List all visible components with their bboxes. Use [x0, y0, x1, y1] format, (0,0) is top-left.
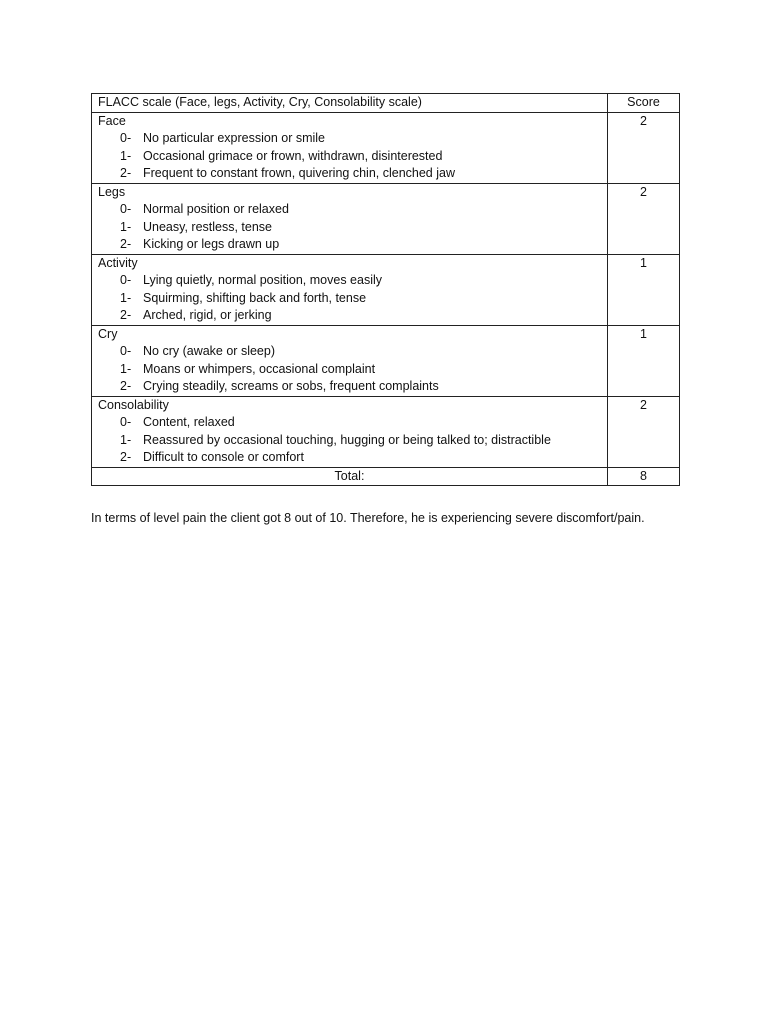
item-text: No particular expression or smile: [143, 131, 326, 145]
table-title-header: FLACC scale (Face, legs, Activity, Cry, Consolability scale): [92, 94, 608, 113]
item-number: 1-: [120, 432, 132, 447]
item-number: 0-: [120, 131, 132, 145]
item-number: 1-: [120, 148, 132, 163]
item-text: Occasional grimace or frown, withdrawn, disinterested: [143, 148, 443, 163]
conclusion-paragraph: In terms of level pain the client got 8 out of 10. Therefore, he is experiencing severe discomfort/pain.: [91, 511, 645, 525]
list-item: [98, 272, 601, 290]
item-number: 2-: [120, 166, 132, 180]
category-items: [98, 414, 601, 467]
list-item: [98, 414, 601, 432]
category-name: Cry: [98, 326, 118, 341]
list-item: [98, 307, 601, 325]
list-item: [98, 432, 601, 450]
item-number: 2-: [120, 237, 132, 251]
category-items: [98, 201, 601, 254]
item-number: 0-: [120, 415, 132, 429]
list-item: [98, 236, 601, 254]
list-item: [98, 130, 601, 148]
category-cell: [92, 325, 608, 396]
category-items: [98, 343, 601, 396]
item-number: 1-: [120, 219, 132, 234]
list-item: [98, 219, 601, 237]
total-score: 8: [608, 467, 680, 486]
category-score: 2: [608, 396, 680, 467]
item-number: 2-: [120, 379, 132, 393]
category-items: [98, 130, 601, 183]
item-number: 2-: [120, 450, 132, 464]
category-cell: [92, 254, 608, 325]
list-item: [98, 378, 601, 396]
item-text: No cry (awake or sleep): [143, 344, 275, 358]
score-column-header: Score: [608, 94, 680, 113]
category-score: 2: [608, 183, 680, 254]
item-text: Lying quietly, normal position, moves easily: [143, 273, 383, 287]
category-row-activity: [92, 254, 680, 325]
flacc-scale-table: [91, 93, 680, 486]
item-number: 1-: [120, 361, 132, 376]
category-score: 1: [608, 325, 680, 396]
category-score: 2: [608, 112, 680, 183]
item-number: 1-: [120, 290, 132, 305]
list-item: [98, 361, 601, 379]
item-number: 0-: [120, 273, 132, 287]
item-text: Normal position or relaxed: [143, 202, 289, 216]
total-row: [92, 467, 680, 486]
category-items: [98, 272, 601, 325]
list-item: [98, 290, 601, 308]
item-text: Crying steadily, screams or sobs, frequent complaints: [143, 379, 439, 393]
item-text: Reassured by occasional touching, hugging or being talked to; distractible: [143, 432, 551, 447]
category-row-consolability: [92, 396, 680, 467]
category-row-face: [92, 112, 680, 183]
item-text: Kicking or legs drawn up: [143, 237, 280, 251]
category-cell: [92, 396, 608, 467]
item-number: 0-: [120, 202, 132, 216]
item-text: Arched, rigid, or jerking: [143, 308, 272, 322]
item-number: 2-: [120, 308, 132, 322]
total-label: Total:: [92, 467, 608, 486]
table-header-row: [92, 94, 680, 113]
item-text: Difficult to console or comfort: [143, 450, 304, 464]
category-name: Legs: [98, 184, 126, 199]
category-cell: [92, 112, 608, 183]
list-item: [98, 201, 601, 219]
category-row-cry: [92, 325, 680, 396]
category-name: Face: [98, 113, 126, 128]
item-text: Squirming, shifting back and forth, tense: [143, 290, 367, 305]
list-item: [98, 343, 601, 361]
item-text: Uneasy, restless, tense: [143, 219, 272, 234]
list-item: [98, 148, 601, 166]
list-item: [98, 449, 601, 467]
category-score: 1: [608, 254, 680, 325]
category-row-legs: [92, 183, 680, 254]
category-cell: [92, 183, 608, 254]
item-text: Moans or whimpers, occasional complaint: [143, 361, 376, 376]
list-item: [98, 165, 601, 183]
item-text: Content, relaxed: [143, 415, 235, 429]
item-number: 0-: [120, 344, 132, 358]
category-name: Consolability: [98, 397, 169, 412]
item-text: Frequent to constant frown, quivering chin, clenched jaw: [143, 166, 455, 180]
category-name: Activity: [98, 255, 138, 270]
